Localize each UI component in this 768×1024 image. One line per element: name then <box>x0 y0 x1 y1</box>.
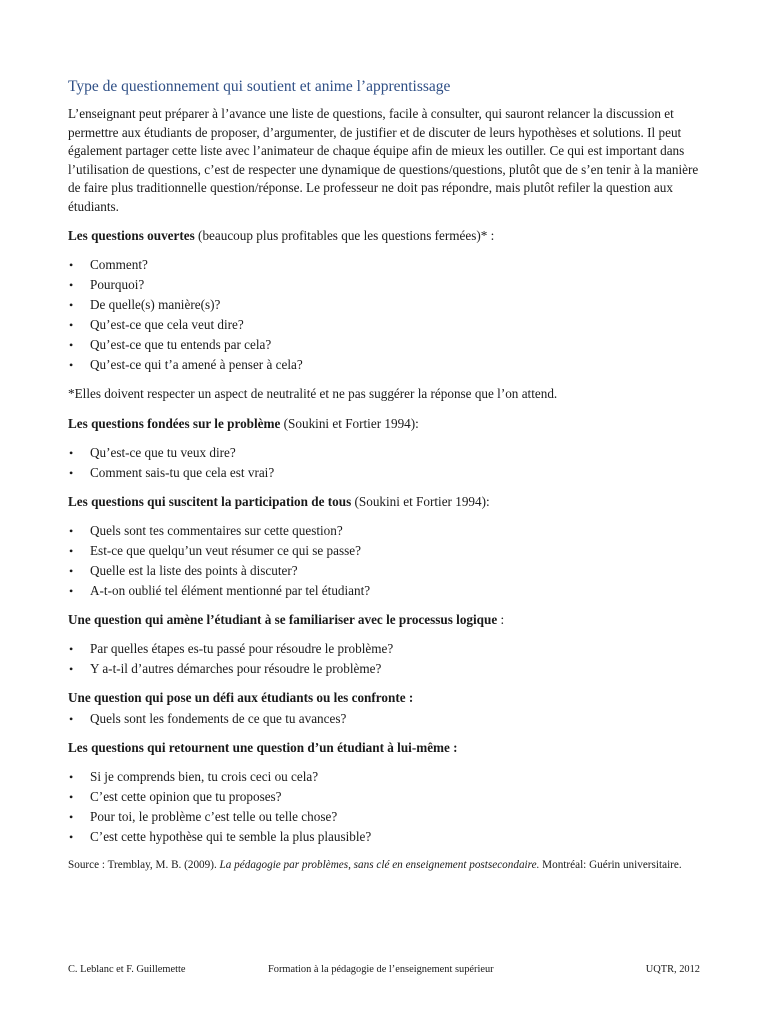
list-item <box>68 787 704 807</box>
list-item <box>68 443 704 463</box>
list-item-text: Pour toi, le problème c’est telle ou telle chose? <box>90 808 338 824</box>
bullet-icon: • <box>69 563 74 578</box>
neutrality-note: *Elles doivent respecter un aspect de neutralité et ne pas suggérer la réponse que l’on attend. <box>68 385 558 401</box>
footer-institution: UQTR, 2012 <box>645 964 700 975</box>
list-item-text: Comment? <box>90 256 148 272</box>
list-item <box>68 275 704 295</box>
list-item-text: C’est cette hypothèse qui te semble la plus plausible? <box>90 828 372 844</box>
list-item-text: Quels sont les fondements de ce que tu avances? <box>90 710 347 726</box>
problem-questions-list <box>68 443 704 483</box>
footer-authors: C. Leblanc et F. Guillemette <box>68 964 186 975</box>
list-item-text: Quels sont tes commentaires sur cette question? <box>90 522 343 538</box>
source-prefix: Source : Tremblay, M. B. (2009). <box>68 858 220 871</box>
bullet-icon: • <box>69 277 74 292</box>
list-item-text: C’est cette opinion que tu proposes? <box>90 788 282 804</box>
bullet-icon: • <box>69 523 74 538</box>
section-heading-return-questions <box>68 739 704 757</box>
bullet-icon: • <box>69 789 74 804</box>
bullet-icon: • <box>69 297 74 312</box>
list-item <box>68 807 704 827</box>
list-item <box>68 255 704 275</box>
bullet-icon: • <box>69 641 74 656</box>
section-heading-challenge-question <box>68 689 704 707</box>
bullet-icon: • <box>69 465 74 480</box>
section-heading-label: Les questions qui suscitent la participation de tous <box>68 493 352 509</box>
bullet-icon: • <box>69 445 74 460</box>
footer-course: Formation à la pédagogie de l’enseignement supérieur <box>268 964 494 975</box>
list-item <box>68 521 704 541</box>
section-heading-open-questions <box>68 227 704 245</box>
list-item <box>68 827 704 847</box>
list-item-text: A-t-on oublié tel élément mentionné par tel étudiant? <box>90 582 371 598</box>
page-title: Type de questionnement qui soutient et anime l’apprentissage <box>68 78 451 95</box>
bullet-icon: • <box>69 711 74 726</box>
bullet-icon: • <box>69 583 74 598</box>
list-item-text: Qu’est-ce que tu veux dire? <box>90 444 236 460</box>
section-heading-label: Les questions fondées sur le problème <box>68 415 281 431</box>
section-heading-participation-questions <box>68 493 704 511</box>
list-item-text: Qu’est-ce que tu entends par cela? <box>90 336 272 352</box>
source-suffix: Montréal: Guérin universitaire. <box>539 858 682 871</box>
list-item <box>68 315 704 335</box>
return-questions-list <box>68 767 704 847</box>
open-questions-list <box>68 255 704 375</box>
section-heading-problem-questions <box>68 415 704 433</box>
bullet-icon: • <box>69 769 74 784</box>
intro-paragraph: L’enseignant peut préparer à l’avance une liste de questions, facile à consulter, qui sauront relancer la discussion et permettre aux étudiants de proposer, d’argumenter, de justifier et de discuter de leurs hypothèses et solutions. Il peut également partager cette liste avec l’animateur de chaque équipe afin de mieux les outiller. Ce qui est important dans l’utilisation de questions, c’est de respecter une dynamique de questions/questions, plutôt que de s’en tenir à la manière de faire plus traditionnelle question/réponse. Le professeur ne doit pas répondre, mais plutôt refiler la question aux étudiants. <box>68 106 699 214</box>
source-title: La pédagogie par problèmes, sans clé en enseignement postsecondaire. <box>219 858 540 871</box>
list-item-text: Quelle est la liste des points à discuter? <box>90 562 298 578</box>
section-heading-suffix: : <box>497 611 505 627</box>
section-heading-label: Les questions qui retournent une question d’un étudiant à lui-même : <box>68 739 458 755</box>
bullet-icon: • <box>69 543 74 558</box>
list-item <box>68 709 704 729</box>
bullet-icon: • <box>69 829 74 844</box>
bullet-icon: • <box>69 809 74 824</box>
bullet-icon: • <box>69 357 74 372</box>
list-item-text: Comment sais-tu que cela est vrai? <box>90 464 275 480</box>
challenge-questions-list <box>68 709 704 729</box>
list-item-text: Qu’est-ce qui t’a amené à penser à cela? <box>90 356 303 372</box>
list-item <box>68 639 704 659</box>
list-item-text: De quelle(s) manière(s)? <box>90 296 221 312</box>
bullet-icon: • <box>69 317 74 332</box>
list-item-text: Qu’est-ce que cela veut dire? <box>90 316 244 332</box>
bullet-icon: • <box>69 661 74 676</box>
list-item <box>68 581 704 601</box>
participation-questions-list <box>68 521 704 601</box>
document-page <box>68 78 704 873</box>
list-item <box>68 335 704 355</box>
list-item-text: Y a-t-il d’autres démarches pour résoudre le problème? <box>90 660 382 676</box>
section-heading-suffix: (Soukini et Fortier 1994): <box>280 415 419 431</box>
list-item <box>68 541 704 561</box>
list-item <box>68 767 704 787</box>
source-citation <box>68 857 704 873</box>
section-heading-suffix: (beaucoup plus profitables que les questions fermées)* : <box>194 227 495 243</box>
section-heading-label: Une question qui amène l’étudiant à se familiariser avec le processus logique <box>68 611 498 627</box>
list-item-text: Est-ce que quelqu’un veut résumer ce qui se passe? <box>90 542 361 558</box>
list-item-text: Si je comprends bien, tu crois ceci ou cela? <box>90 768 319 784</box>
list-item <box>68 463 704 483</box>
section-heading-suffix: (Soukini et Fortier 1994): <box>351 493 490 509</box>
bullet-icon: • <box>69 337 74 352</box>
list-item <box>68 355 704 375</box>
section-heading-logic-questions <box>68 611 704 629</box>
list-item-text: Pourquoi? <box>90 276 145 292</box>
section-heading-label: Les questions ouvertes <box>68 227 195 243</box>
list-item <box>68 295 704 315</box>
page-footer <box>68 964 700 980</box>
list-item <box>68 561 704 581</box>
section-heading-label: Une question qui pose un défi aux étudiants ou les confronte : <box>68 689 414 705</box>
bullet-icon: • <box>69 257 74 272</box>
list-item-text: Par quelles étapes es-tu passé pour résoudre le problème? <box>90 640 394 656</box>
list-item <box>68 659 704 679</box>
logic-questions-list <box>68 639 704 679</box>
